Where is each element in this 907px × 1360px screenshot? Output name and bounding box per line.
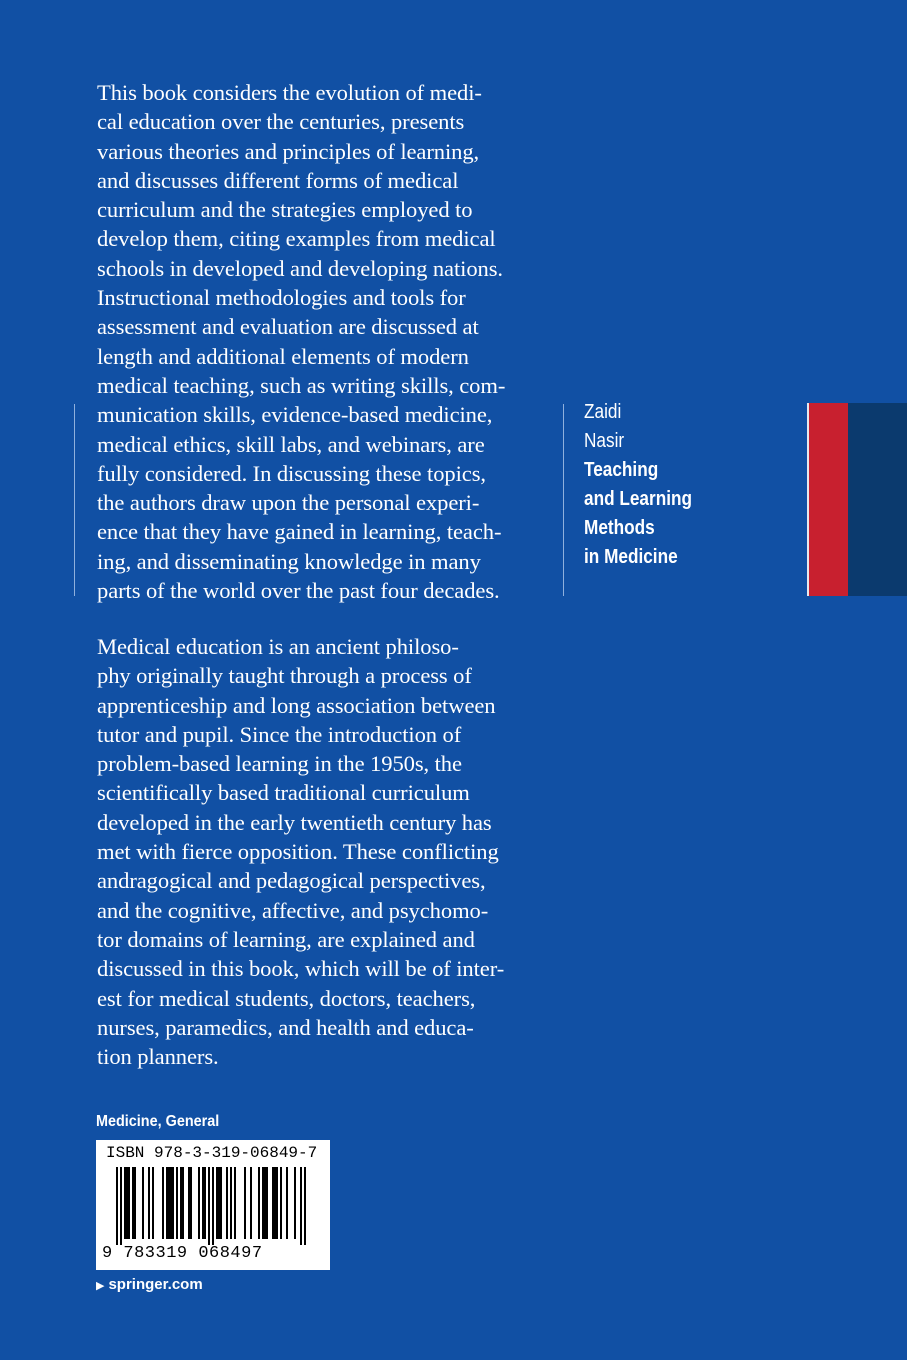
blurb-line: discussed in this book, which will be of inter- — [97, 956, 505, 982]
blurb-line: and discusses different forms of medical — [97, 167, 459, 193]
blurb-line: medical ethics, skill labs, and webinars, are — [97, 431, 485, 457]
blurb-line: tutor and pupil. Since the introduction of — [97, 721, 462, 747]
barcode-bar — [170, 1167, 172, 1239]
blurb-line: nurses, paramedics, and health and educa- — [97, 1014, 474, 1040]
blurb-line: tion planners. — [97, 1044, 219, 1070]
blurb-line: developed in the early twentieth century has — [97, 809, 492, 835]
spine-guide-right — [563, 404, 564, 596]
barcode-bar — [176, 1167, 178, 1239]
ean-digits: 9 783319 068497 — [102, 1244, 263, 1263]
subject-category: Medicine, General — [96, 1113, 220, 1130]
barcode-bar — [274, 1167, 276, 1239]
barcode-bar — [128, 1167, 130, 1239]
barcode-bar — [280, 1167, 282, 1239]
blurb-line: schools in developed and developing nations. — [97, 255, 503, 281]
barcode-bar — [180, 1167, 182, 1239]
blurb-line: the authors draw upon the personal experi- — [97, 490, 480, 516]
barcode-bar — [220, 1167, 222, 1239]
spine-navy-band — [848, 403, 907, 596]
blurb-line: est for medical students, doctors, teachers, — [97, 985, 476, 1011]
blurb-line: This book considers the evolution of medi- — [97, 80, 482, 105]
barcode-bar — [134, 1167, 136, 1239]
barcode-bar — [188, 1167, 190, 1239]
barcode-bar — [286, 1167, 288, 1239]
barcode-bar — [124, 1167, 126, 1239]
barcode-bar — [230, 1167, 232, 1239]
barcode-bar — [204, 1167, 206, 1239]
barcode-bar — [212, 1167, 214, 1245]
author-name: Nasir — [584, 430, 625, 452]
blurb-line: length and additional elements of modern — [97, 343, 469, 369]
barcode-bar — [258, 1167, 260, 1239]
barcode-bar — [304, 1167, 306, 1245]
barcode-bar — [152, 1167, 154, 1239]
blurb-line: munication skills, evidence-based medicine, — [97, 402, 493, 428]
blurb-line: curriculum and the strategies employed to — [97, 197, 473, 223]
blurb-line: tor domains of learning, are explained and — [97, 926, 475, 952]
blurb-paragraph-1 — [97, 78, 567, 605]
blurb-line: andragogical and pedagogical perspectives, — [97, 868, 486, 894]
barcode-bar — [172, 1167, 174, 1239]
barcode-bar — [190, 1167, 192, 1239]
barcode-bar — [226, 1167, 228, 1239]
barcode-bar — [234, 1167, 236, 1239]
barcode-bar — [182, 1167, 184, 1239]
barcode-bar — [272, 1167, 274, 1239]
barcode-bar — [262, 1167, 264, 1239]
blurb-paragraph-2 — [97, 632, 567, 1071]
barcode-bar — [148, 1167, 150, 1239]
book-title-line: Methods — [584, 517, 655, 539]
spine-guide-left — [74, 404, 75, 596]
blurb-line: develop them, citing examples from medical — [97, 226, 496, 252]
blurb-line: and the cognitive, affective, and psychomo- — [97, 897, 489, 923]
barcode-bar — [264, 1167, 266, 1239]
blurb-line: ence that they have gained in learning, teach- — [97, 519, 502, 545]
barcode-icon — [116, 1167, 316, 1245]
barcode-bar — [300, 1167, 302, 1245]
barcode-bar — [116, 1167, 118, 1245]
barcode-bar — [208, 1167, 210, 1245]
blurb-line: scientifically based traditional curriculum — [97, 780, 470, 806]
barcode-panel — [96, 1140, 330, 1270]
author-name: Zaidi — [584, 401, 622, 423]
barcode-bar — [126, 1167, 128, 1239]
blurb-line: fully considered. In discussing these topics, — [97, 460, 486, 486]
blurb-line: ing, and disseminating knowledge in many — [97, 548, 481, 574]
spine-block — [584, 398, 692, 572]
blurb-line: Instructional methodologies and tools for — [97, 285, 466, 311]
blurb-line: Medical education is an ancient philoso- — [97, 634, 459, 659]
blurb-line: apprenticeship and long association between — [97, 692, 496, 718]
blurb-line: assessment and evaluation are discussed at — [97, 314, 479, 340]
barcode-bar — [250, 1167, 252, 1239]
book-title-line: Teaching — [584, 459, 659, 481]
isbn-label: ISBN 978-3-319-06849-7 — [106, 1144, 318, 1162]
barcode-bar — [294, 1167, 296, 1239]
barcode-bar — [168, 1167, 170, 1239]
barcode-bar — [202, 1167, 204, 1239]
arrow-right-icon: ▶ — [96, 1280, 105, 1292]
publisher-url: springer.com — [108, 1276, 203, 1293]
blurb-line: problem-based learning in the 1950s, the — [97, 751, 462, 777]
blurb-line: medical teaching, such as writing skills, com- — [97, 372, 506, 398]
barcode-bar — [120, 1167, 122, 1245]
publisher-link[interactable] — [96, 1276, 203, 1293]
barcode-bar — [244, 1167, 246, 1239]
book-title-line: in Medicine — [584, 546, 678, 568]
barcode-bar — [276, 1167, 278, 1239]
barcode-bar — [198, 1167, 200, 1239]
barcode-bar — [142, 1167, 144, 1239]
blurb-line: met with fierce opposition. These conflicting — [97, 839, 499, 865]
barcode-bar — [216, 1167, 218, 1239]
spine-red-band — [807, 403, 850, 596]
blurb-line: cal education over the centuries, presents — [97, 109, 465, 135]
blurb-line: parts of the world over the past four decades. — [97, 578, 500, 604]
blurb-line: phy originally taught through a process of — [97, 663, 472, 689]
blurb-line: various theories and principles of learning, — [97, 138, 480, 164]
book-title-line: and Learning — [584, 488, 692, 510]
barcode-bar — [132, 1167, 134, 1239]
barcode-bar — [166, 1167, 168, 1239]
barcode-bar — [162, 1167, 164, 1239]
barcode-bar — [218, 1167, 220, 1239]
barcode-bar — [266, 1167, 268, 1239]
